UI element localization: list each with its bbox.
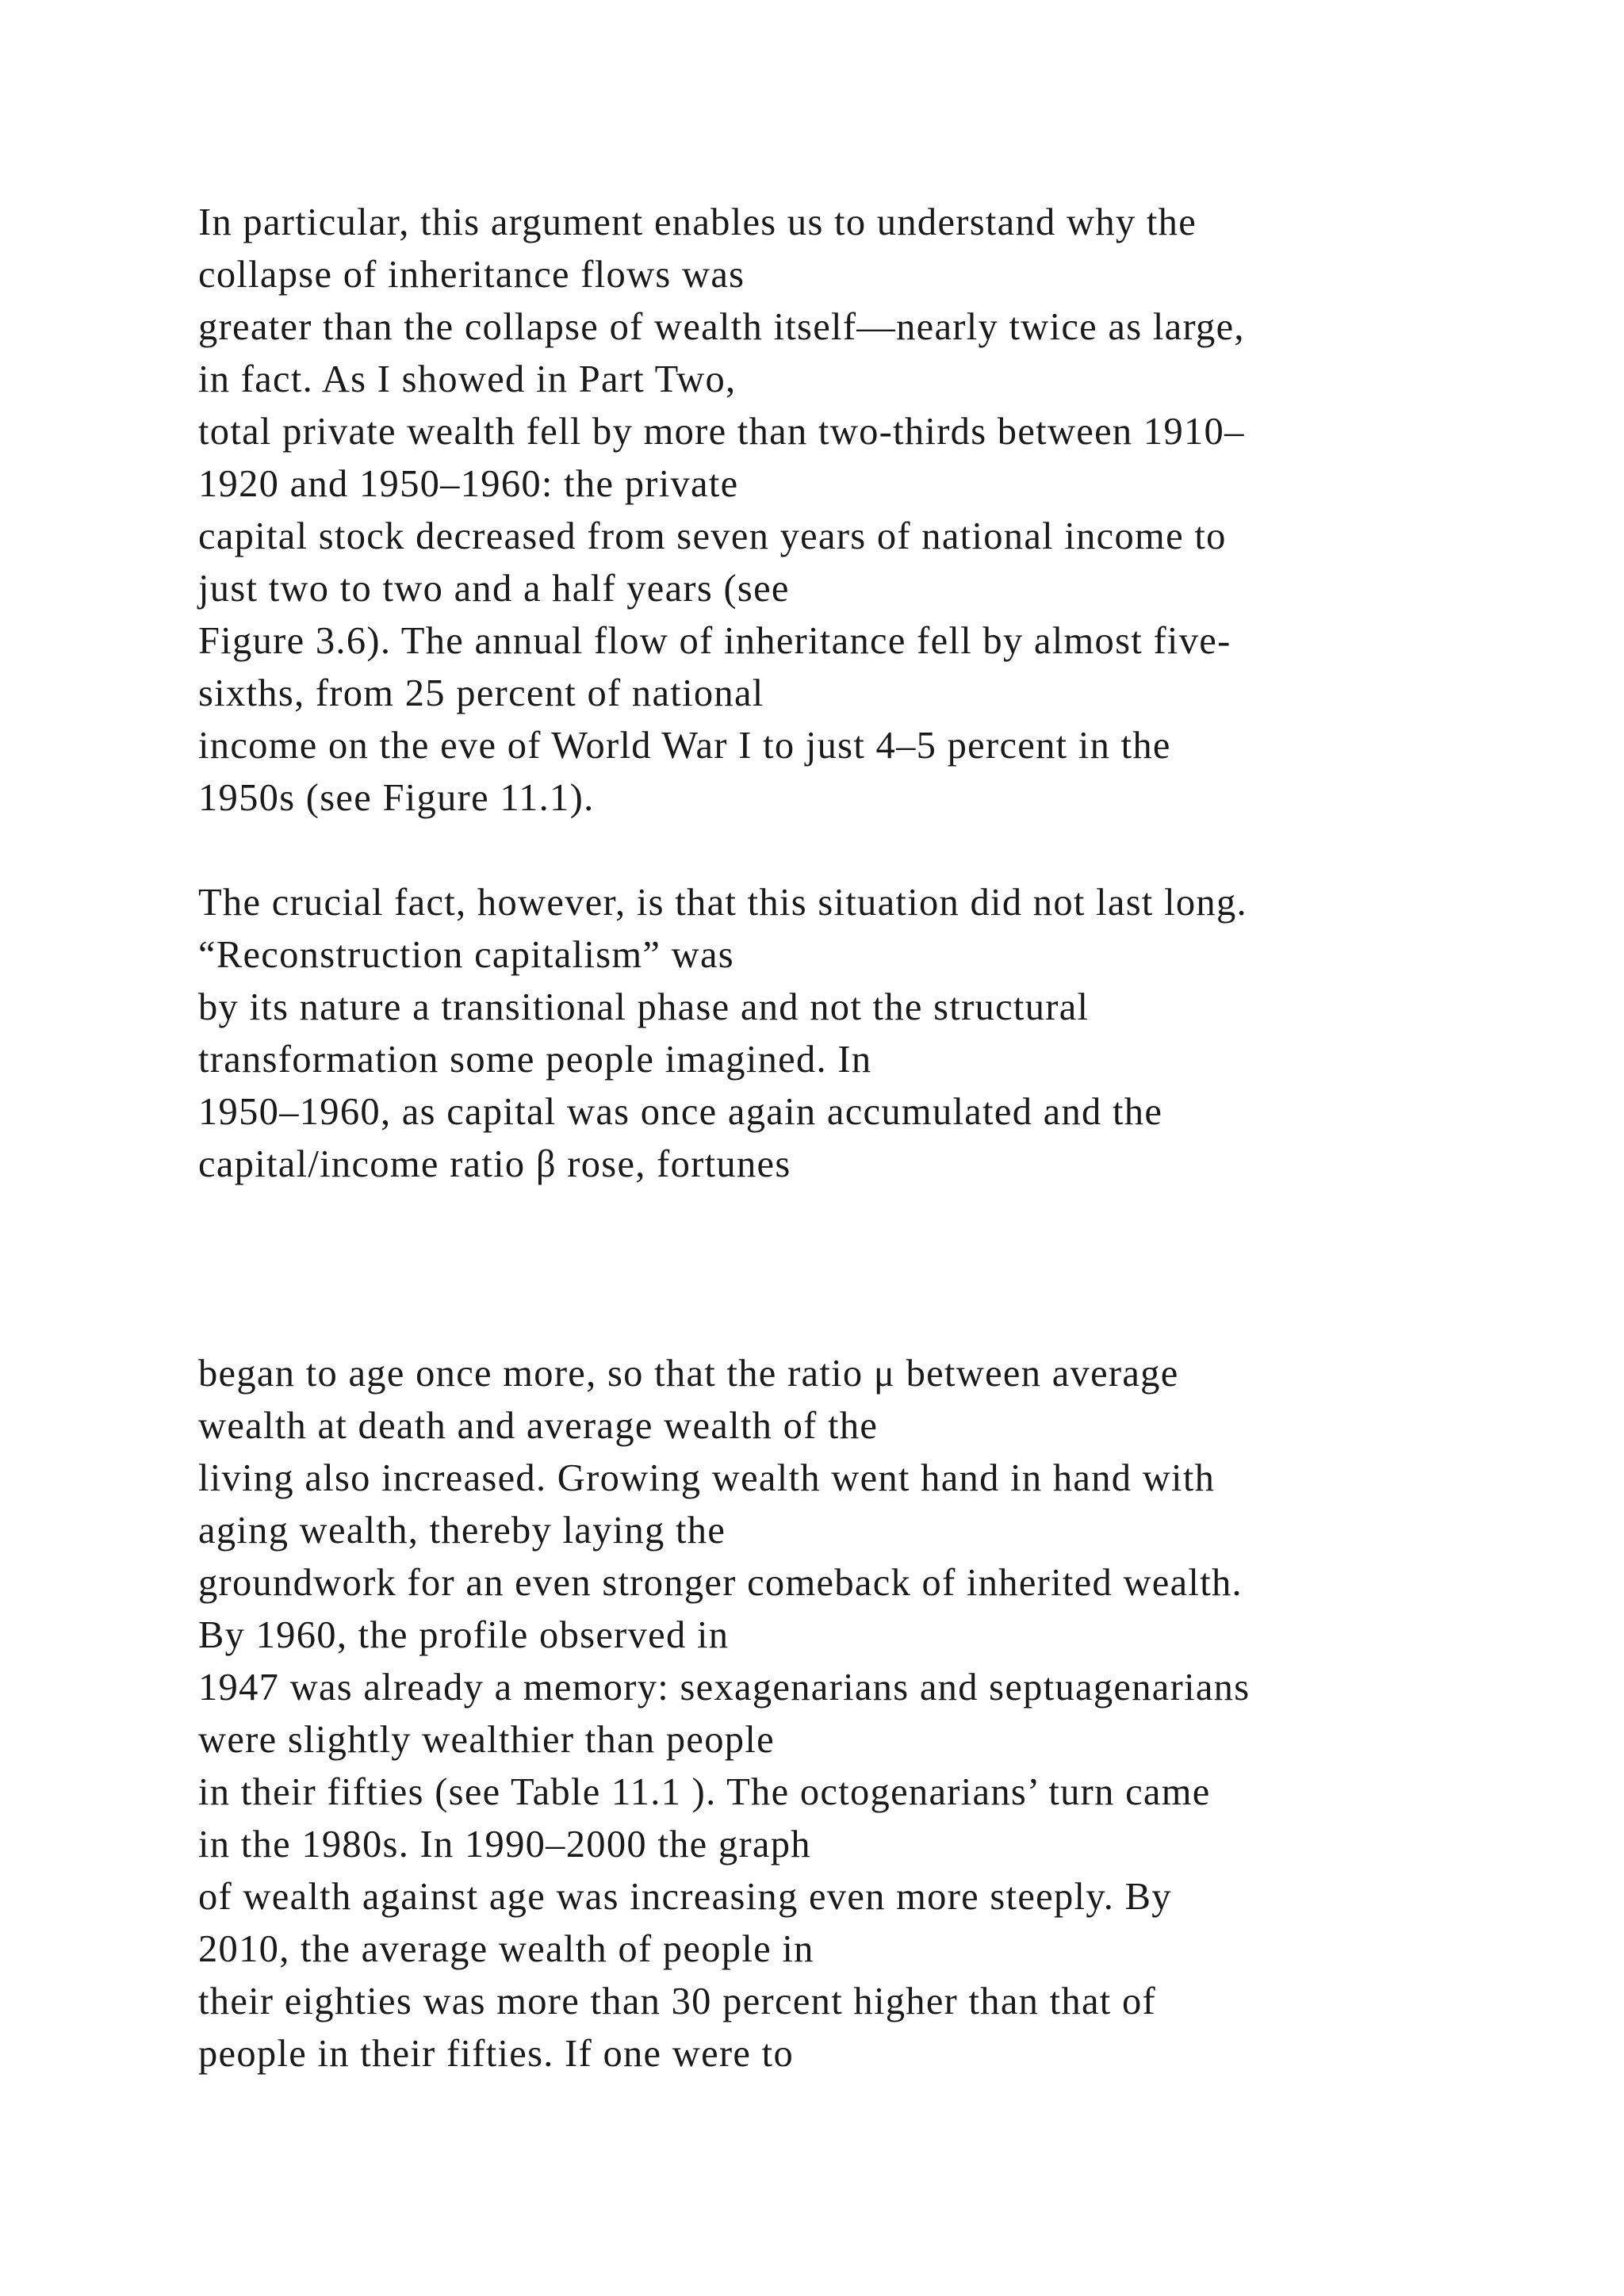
- text-line: capital/income ratio β rose, fortunes: [198, 1143, 791, 1185]
- text-line: Figure 3.6). The annual flow of inheritance fell by almost five-: [198, 620, 1231, 662]
- text-line: just two to two and a half years (see: [198, 568, 790, 610]
- text-line: in their fifties (see Table 11.1 ). The octogenarians’ turn came: [198, 1771, 1211, 1813]
- text-line: living also increased. Growing wealth went hand in hand with: [198, 1457, 1216, 1499]
- paragraph: [198, 197, 1245, 825]
- text-line: capital stock decreased from seven years of national income to: [198, 515, 1227, 557]
- text-line: In particular, this argument enables us to understand why the: [198, 201, 1197, 243]
- text-line: in the 1980s. In 1990–2000 the graph: [198, 1823, 811, 1866]
- text-line: their eighties was more than 30 percent higher than that of: [198, 1980, 1156, 2022]
- text-line: groundwork for an even stronger comeback of inherited wealth.: [198, 1562, 1243, 1604]
- text-line: transformation some people imagined. In: [198, 1039, 872, 1081]
- text-line: 1920 and 1950–1960: the private: [198, 463, 739, 505]
- text-line: By 1960, the profile observed in: [198, 1614, 730, 1656]
- text-line: 1950–1960, as capital was once again accumulated and the: [198, 1091, 1163, 1133]
- text-line: wealth at death and average wealth of the: [198, 1405, 879, 1447]
- text-line: total private wealth fell by more than two-thirds between 1910–: [198, 411, 1245, 453]
- text-line: began to age once more, so that the ratio μ between average: [198, 1353, 1179, 1395]
- paragraph: [198, 1348, 1250, 2080]
- text-line: income on the eve of World War I to just 4–5 percent in the: [198, 725, 1171, 767]
- text-line: by its nature a transitional phase and not the structural: [198, 986, 1090, 1028]
- text-line: The crucial fact, however, is that this situation did not last long.: [198, 882, 1247, 924]
- text-line: “Reconstruction capitalism” was: [198, 934, 734, 976]
- text-line: collapse of inheritance flows was: [198, 254, 745, 296]
- text-line: were slightly wealthier than people: [198, 1719, 775, 1761]
- text-line: in fact. As I showed in Part Two,: [198, 358, 737, 400]
- text-line: 1950s (see Figure 11.1).: [198, 777, 595, 819]
- text-line: people in their fifties. If one were to: [198, 2033, 794, 2075]
- text-line: of wealth against age was increasing even more steeply. By: [198, 1876, 1172, 1918]
- text-line: 2010, the average wealth of people in: [198, 1928, 814, 1970]
- text-line: sixths, from 25 percent of national: [198, 672, 764, 714]
- paragraph: [198, 877, 1247, 1191]
- text-line: greater than the collapse of wealth itself—nearly twice as large,: [198, 306, 1245, 348]
- text-line: 1947 was already a memory: sexagenarians and septuagenarians: [198, 1667, 1251, 1709]
- text-line: aging wealth, thereby laying the: [198, 1510, 726, 1552]
